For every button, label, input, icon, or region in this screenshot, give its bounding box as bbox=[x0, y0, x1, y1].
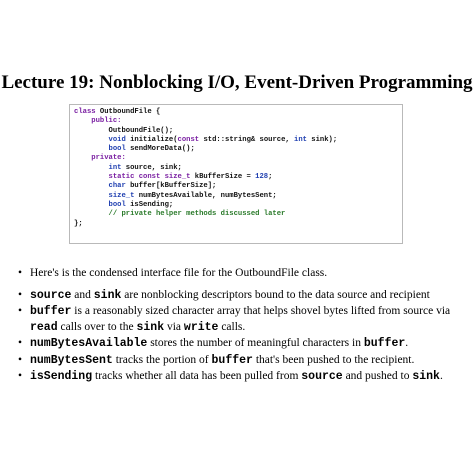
inline-code: sink bbox=[136, 320, 165, 334]
bullet-text: tracks whether all data has been pulled from bbox=[92, 370, 302, 382]
bullet-text: via bbox=[164, 320, 184, 333]
inline-code: read bbox=[30, 320, 58, 334]
code-token: OutboundFile(); bbox=[108, 126, 174, 135]
code-type: char bbox=[108, 182, 126, 191]
code-token: OutboundFile { bbox=[95, 108, 161, 116]
bullet-dot: • bbox=[18, 370, 23, 382]
code-token: sink); bbox=[306, 135, 338, 144]
code-token: kBufferSize = bbox=[190, 173, 256, 182]
bullet-text: tracks the portion of bbox=[112, 353, 212, 366]
bullet-text: that's been pushed to the recipient. bbox=[252, 353, 415, 366]
bullet-text: . bbox=[405, 337, 409, 349]
bullet-item bbox=[18, 369, 463, 385]
bullet-item bbox=[18, 353, 463, 369]
inline-code: numBytesSent bbox=[30, 353, 113, 367]
bullet-dot: • bbox=[18, 353, 23, 366]
bullet-dot: • bbox=[18, 337, 23, 349]
code-token: std::string& source, bbox=[199, 135, 295, 144]
code-token: ; bbox=[268, 173, 273, 182]
inline-code: numBytesAvailable bbox=[30, 337, 148, 350]
code-keyword: public: bbox=[91, 117, 122, 126]
bullet-dot: • bbox=[18, 288, 23, 301]
code-type: size_t bbox=[108, 191, 135, 200]
bullet-text: Here's is the condensed interface file for the OutboundFile class. bbox=[30, 267, 328, 279]
bullet-text: and bbox=[71, 288, 94, 301]
slide-title: Lecture 19: Nonblocking I/O, Event-Driven Programming bbox=[1, 72, 473, 93]
inline-code: isSending bbox=[30, 370, 93, 383]
code-token: buffer[kBufferSize]; bbox=[125, 182, 217, 191]
code-keyword: static const size_t bbox=[108, 173, 191, 182]
code-token: sendMoreData(); bbox=[125, 145, 195, 154]
inline-code: source bbox=[30, 288, 72, 302]
bullet-dot: • bbox=[18, 305, 23, 317]
bullet-item bbox=[18, 266, 463, 282]
bullet-list bbox=[18, 266, 463, 386]
inline-code: source bbox=[301, 370, 343, 383]
code-type: void bbox=[108, 135, 126, 144]
inline-code: buffer bbox=[30, 305, 72, 318]
inline-code: buffer bbox=[211, 353, 253, 367]
code-number: 128 bbox=[255, 173, 269, 182]
bullet-dot: • bbox=[18, 267, 23, 279]
code-type: bool bbox=[108, 200, 126, 209]
bullet-text: are nonblocking descriptors bound to the data source and recipient bbox=[121, 288, 430, 301]
code-listing bbox=[69, 104, 403, 244]
bullet-item bbox=[18, 304, 463, 335]
inline-code: buffer bbox=[363, 337, 406, 350]
code-comment: // private helper methods discussed later bbox=[108, 210, 286, 219]
bullet-item bbox=[18, 288, 463, 304]
code-token: isSending; bbox=[125, 200, 174, 209]
bullet-text: and pushed to bbox=[342, 370, 413, 382]
bullet-text: stores the number of meaningful characters in bbox=[147, 337, 364, 349]
code-token: }; bbox=[74, 219, 83, 228]
code-type: int bbox=[294, 135, 307, 144]
code-type: int bbox=[108, 163, 122, 172]
code-token: source, sink; bbox=[121, 163, 182, 172]
code-keyword: private: bbox=[91, 154, 126, 163]
bullet-text: calls over to the bbox=[57, 320, 137, 333]
bullet-text: calls. bbox=[218, 320, 246, 333]
code-type: bool bbox=[108, 145, 126, 154]
inline-code: sink bbox=[93, 288, 122, 302]
inline-code: write bbox=[183, 320, 219, 334]
code-keyword: const bbox=[177, 135, 200, 144]
bullet-text: is a reasonably sized character array that helps shovel bytes lifted from source via bbox=[71, 305, 451, 317]
bullet-text: . bbox=[439, 370, 443, 382]
code-text bbox=[70, 105, 402, 229]
bullet-item bbox=[18, 336, 463, 352]
code-keyword: class bbox=[74, 108, 96, 116]
code-token: numBytesAvailable, numBytesSent; bbox=[134, 191, 277, 200]
inline-code: sink bbox=[412, 370, 440, 383]
code-token: initialize( bbox=[125, 135, 178, 144]
